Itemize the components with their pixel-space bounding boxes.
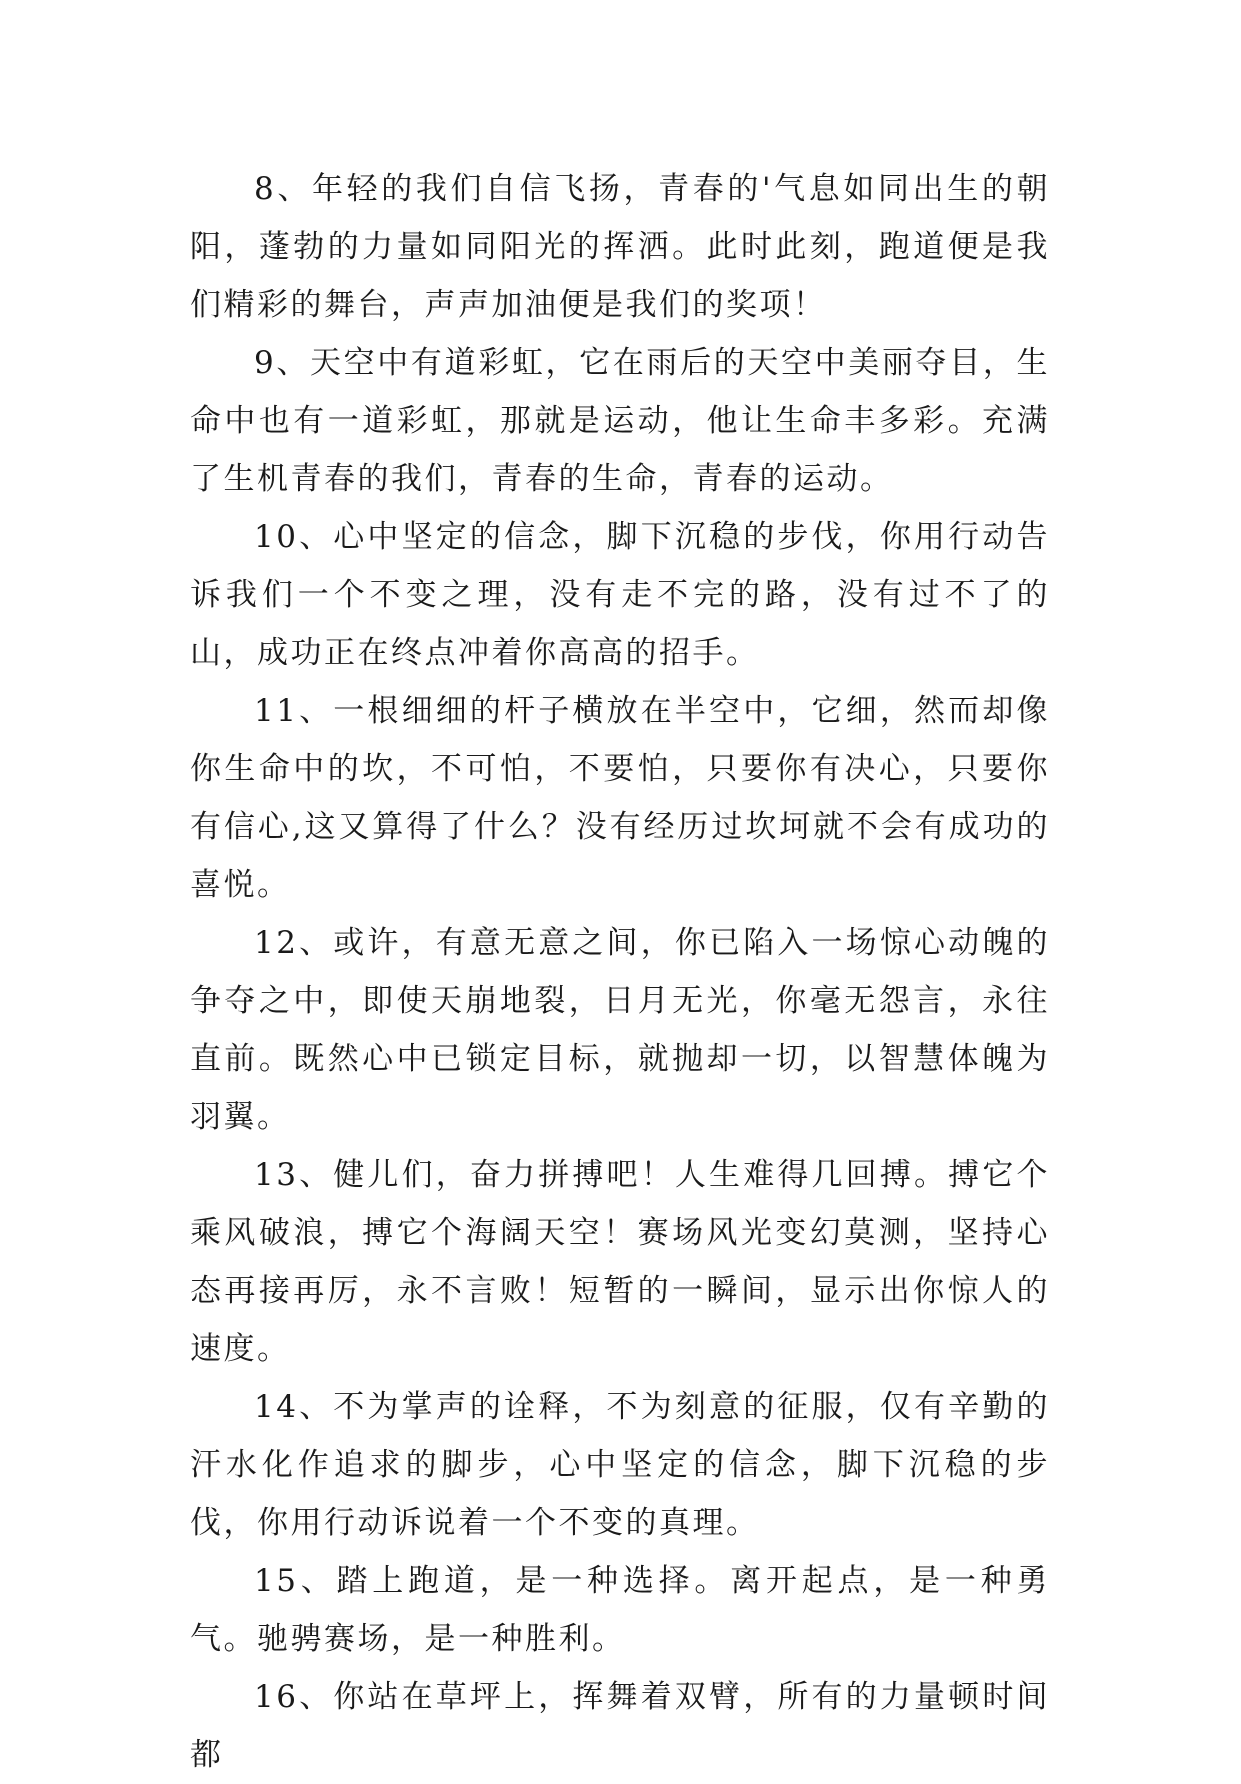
document-body: [190, 160, 1050, 1784]
paragraph-9: 9、天空中有道彩虹，它在雨后的天空中美丽夺目，生命中也有一道彩虹，那就是运动，他让生命丰多彩。充满了生机青春的我们，青春的生命，青春的运动。: [190, 345, 1050, 497]
paragraph-12: 12、或许，有意无意之间，你已陷入一场惊心动魄的争夺之中，即使天崩地裂，日月无光，你毫无怨言，永往直前。既然心中已锁定目标，就抛却一切，以智慧体魄为羽翼。: [190, 925, 1050, 1135]
paragraph-13: 13、健儿们，奋力拼搏吧！人生难得几回搏。搏它个乘风破浪，搏它个海阔天空！赛场风光变幻莫测，坚持心态再接再厉，永不言败！短暂的一瞬间，显示出你惊人的速度。: [190, 1157, 1050, 1367]
paragraph-8: 8、年轻的我们自信飞扬，青春的'气息如同出生的朝阳，蓬勃的力量如同阳光的挥洒。此时此刻，跑道便是我们精彩的舞台，声声加油便是我们的奖项！: [190, 171, 1050, 323]
paragraph-15: 15、踏上跑道，是一种选择。离开起点，是一种勇气。驰骋赛场，是一种胜利。: [190, 1563, 1050, 1657]
paragraph-14: 14、不为掌声的诠释，不为刻意的征服，仅有辛勤的汗水化作追求的脚步，心中坚定的信念，脚下沉稳的步伐，你用行动诉说着一个不变的真理。: [190, 1389, 1050, 1541]
paragraph-16: 16、你站在草坪上，挥舞着双臂，所有的力量顿时间都: [190, 1679, 1050, 1773]
paragraph-10: 10、心中坚定的信念，脚下沉稳的步伐，你用行动告诉我们一个不变之理，没有走不完的路，没有过不了的山，成功正在终点冲着你高高的招手。: [190, 519, 1050, 671]
paragraph-11: 11、一根细细的杆子横放在半空中，它细，然而却像你生命中的坎，不可怕，不要怕，只要你有决心，只要你有信心,这又算得了什么？没有经历过坎坷就不会有成功的喜悦。: [190, 693, 1050, 903]
